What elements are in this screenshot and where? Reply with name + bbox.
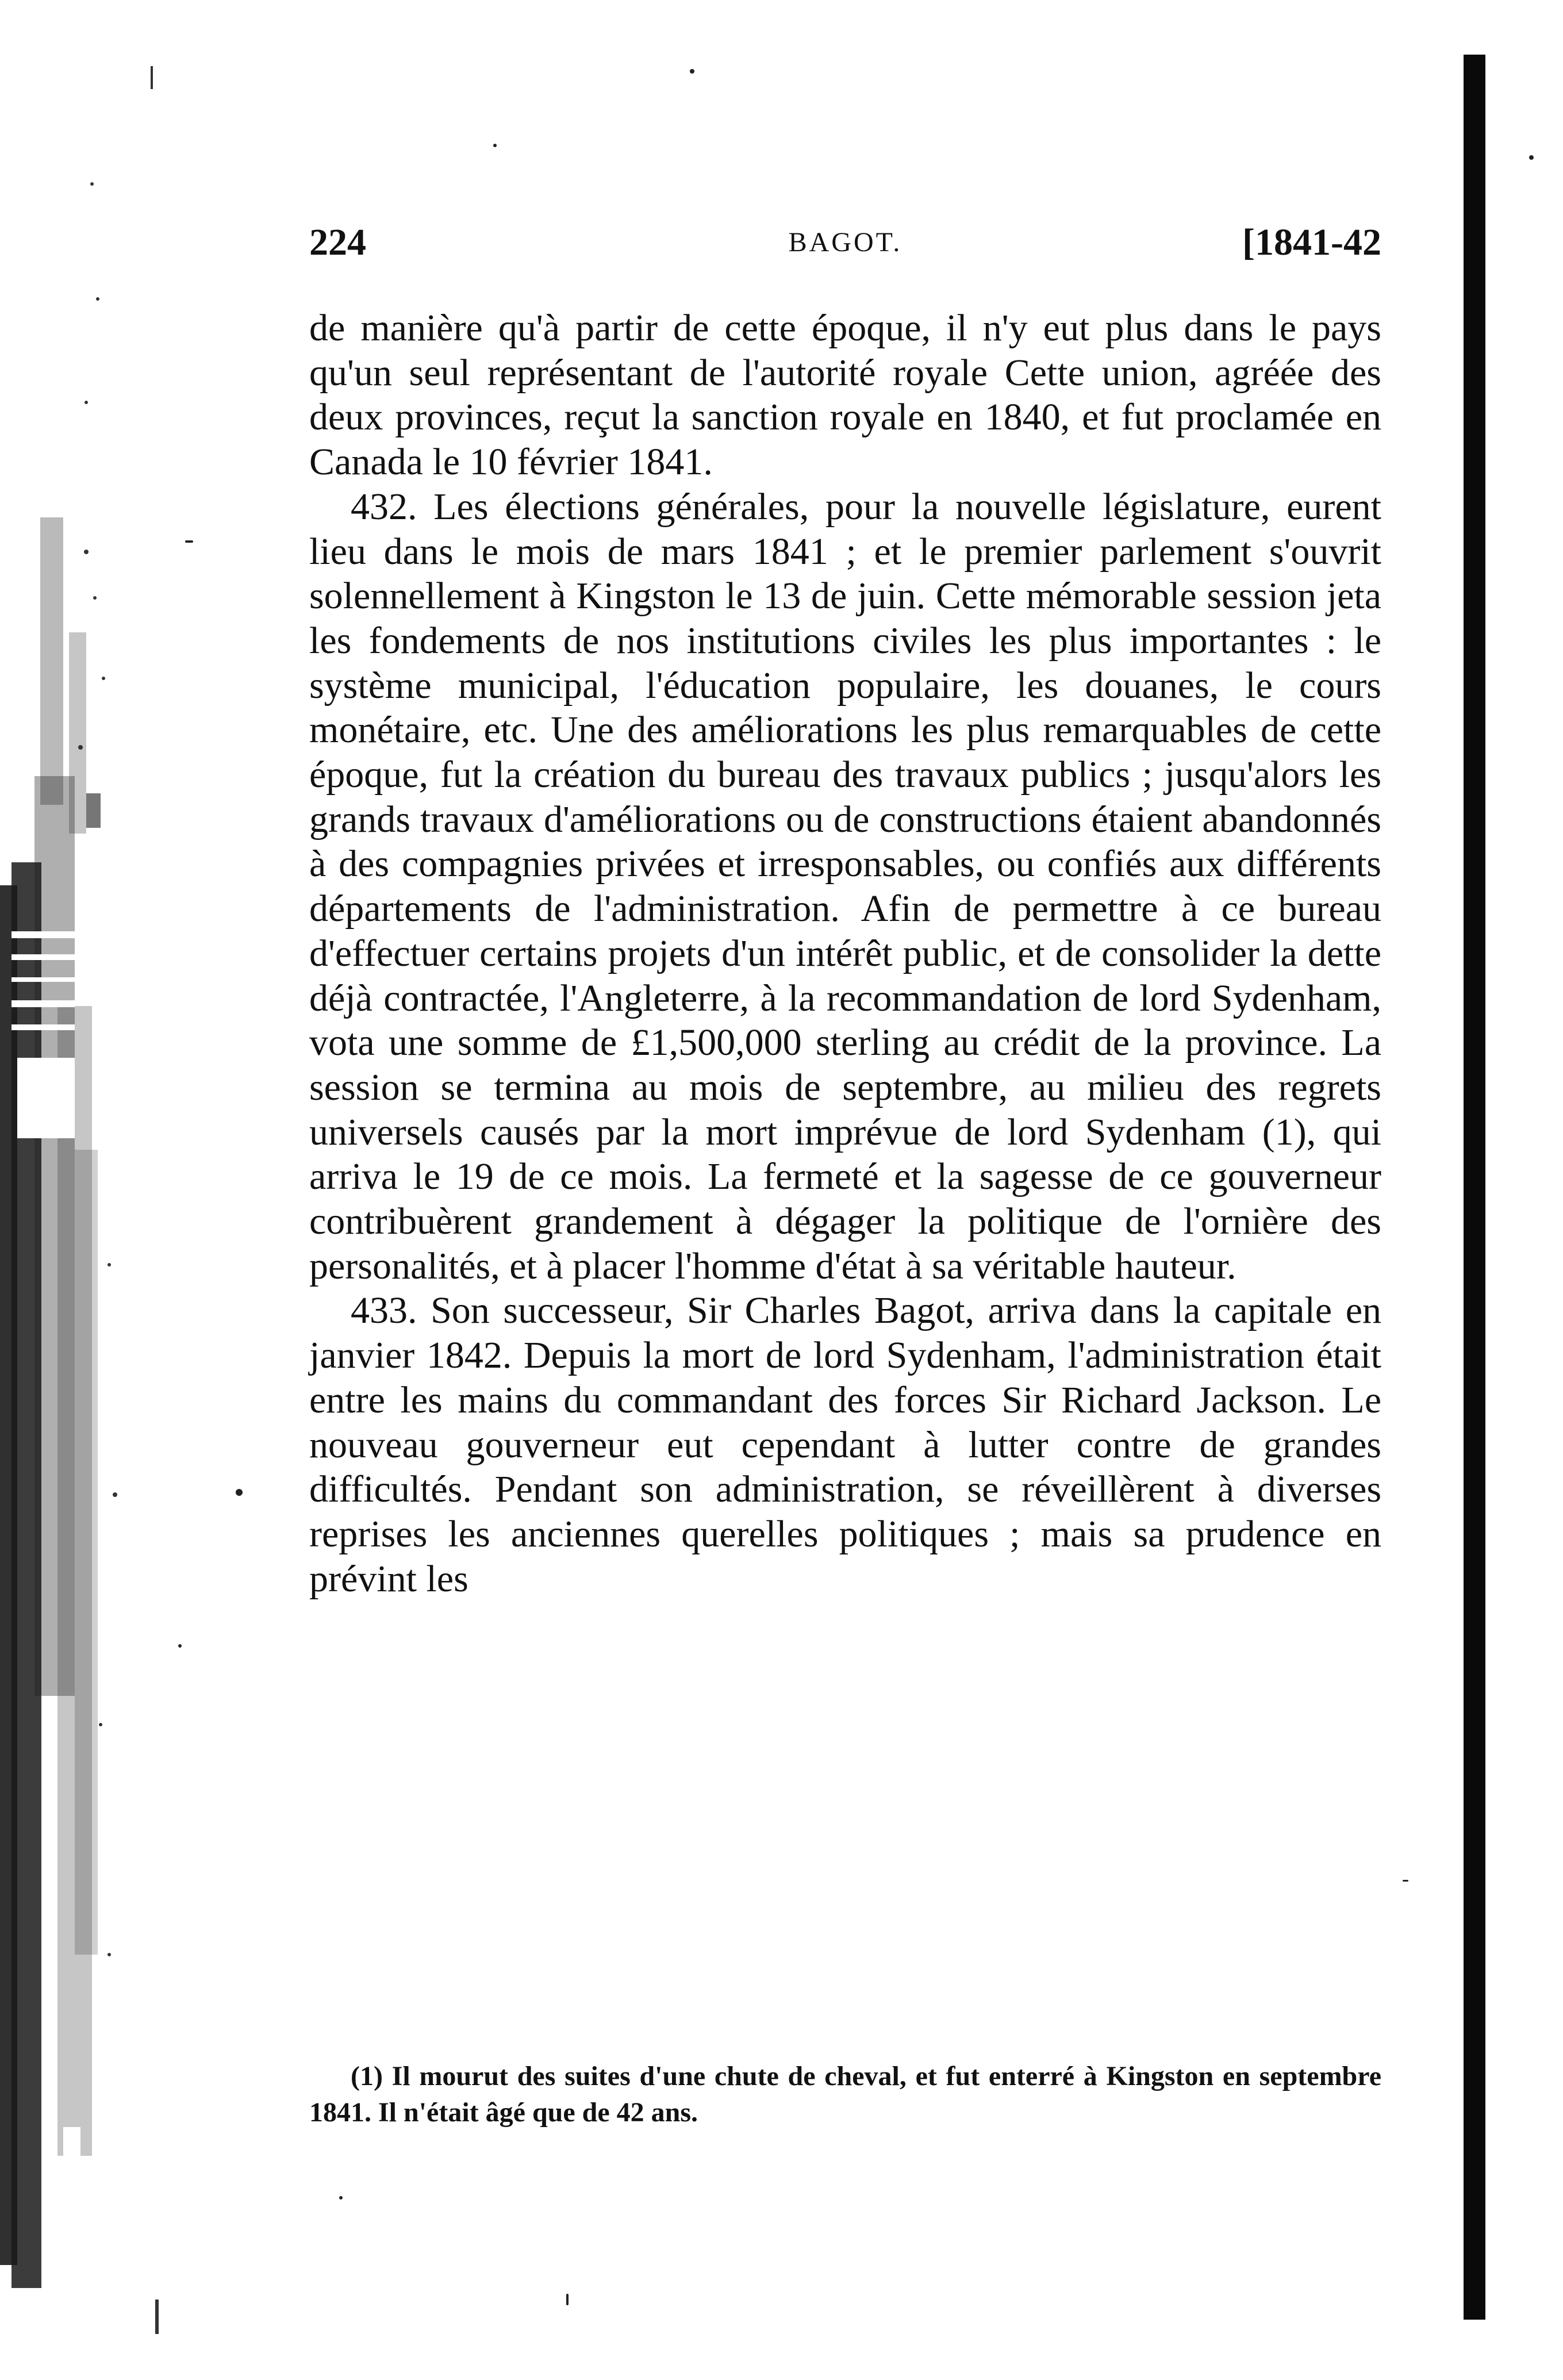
right-margin-rule xyxy=(1464,55,1485,2320)
scan-speck xyxy=(690,69,694,74)
scan-speck xyxy=(178,1644,182,1648)
footnote: (1) Il mourut des suites d'une chute de cheval, et fut enterré à Kingston en septembre 1841. Il n'était âgé que de 42 ans. xyxy=(309,2061,1381,2128)
paragraph-432: 432. Les élections générales, pour la nouvelle législature, eurent lieu dans le mois de mars 1841 ; et le premier parlement s'ouvrit solennellement à Kingston le 13 de juin. Cette mémorable session jeta les fondements de nos institutions civiles les plus importantes : le système municipal, l'éducation populaire, les douanes, le cours monétaire, etc. Une des améliorations les plus remarquables de cette époque, fut la création du bureau des travaux publics ; jusqu'alors les grands travaux d'améliorations ou de constructions étaient abandonnés à des compagnies privées et irresponsables, ou confiés aux différents départements de l'administration. Afin de permettre à ce bureau d'effectuer certains projets d'un intérêt public, et de consolider la dette déjà contractée, l'Angleterre, à la recommandation de lord Sydenham, vota une somme de £1,500,000 sterling au crédit de la province. La session se termina au mois de septembre, au milieu des regrets universels causés par la mort imprévue de lord Sydenham (1), qui arriva le 19 de ce mois. La fermeté et la sagesse de ce gouverneur contribuèrent grandement à dégager la politique de l'ornière des personalités, et à placer l'homme d'état à sa véritable hauteur. xyxy=(309,485,1381,1287)
page-number: 224 xyxy=(309,221,366,263)
binding-edge-scan xyxy=(0,0,172,2380)
running-header xyxy=(309,214,1381,271)
paragraph-433: 433. Son successeur, Sir Charles Bagot, arriva dans la capitale en janvier 1842. Depuis la mort de lord Sydenham, l'administration était entre les mains du commandant des forces Sir Richard Jackson. Le nouveau gouverneur eut cependant à lutter contre de grandes difficultés. Pendant son administration, se réveillèrent à diverses reprises les anciennes querelles politiques ; mais sa prudence en prévint les xyxy=(309,1289,1381,1600)
scan-speck xyxy=(493,144,497,147)
scan-speck xyxy=(236,1489,243,1496)
paragraph-continuation: de manière qu'à partir de cette époque, il n'y eut plus dans le pays qu'un seul représentant de l'autorité royale Cette union, agréée des deux provinces, reçut la sanction royale en 1840, et fut proclamée en Canada le 10 février 1841. xyxy=(309,307,1381,483)
running-title: BAGOT. xyxy=(788,227,903,258)
scan-speck xyxy=(339,2196,343,2199)
year-range: [1841-42 xyxy=(1242,221,1381,263)
page-body xyxy=(309,306,1381,1601)
scan-speck xyxy=(1529,155,1534,160)
scan-speck xyxy=(566,2294,569,2305)
scan-speck xyxy=(185,540,193,543)
scan-speck xyxy=(1403,1880,1408,1882)
